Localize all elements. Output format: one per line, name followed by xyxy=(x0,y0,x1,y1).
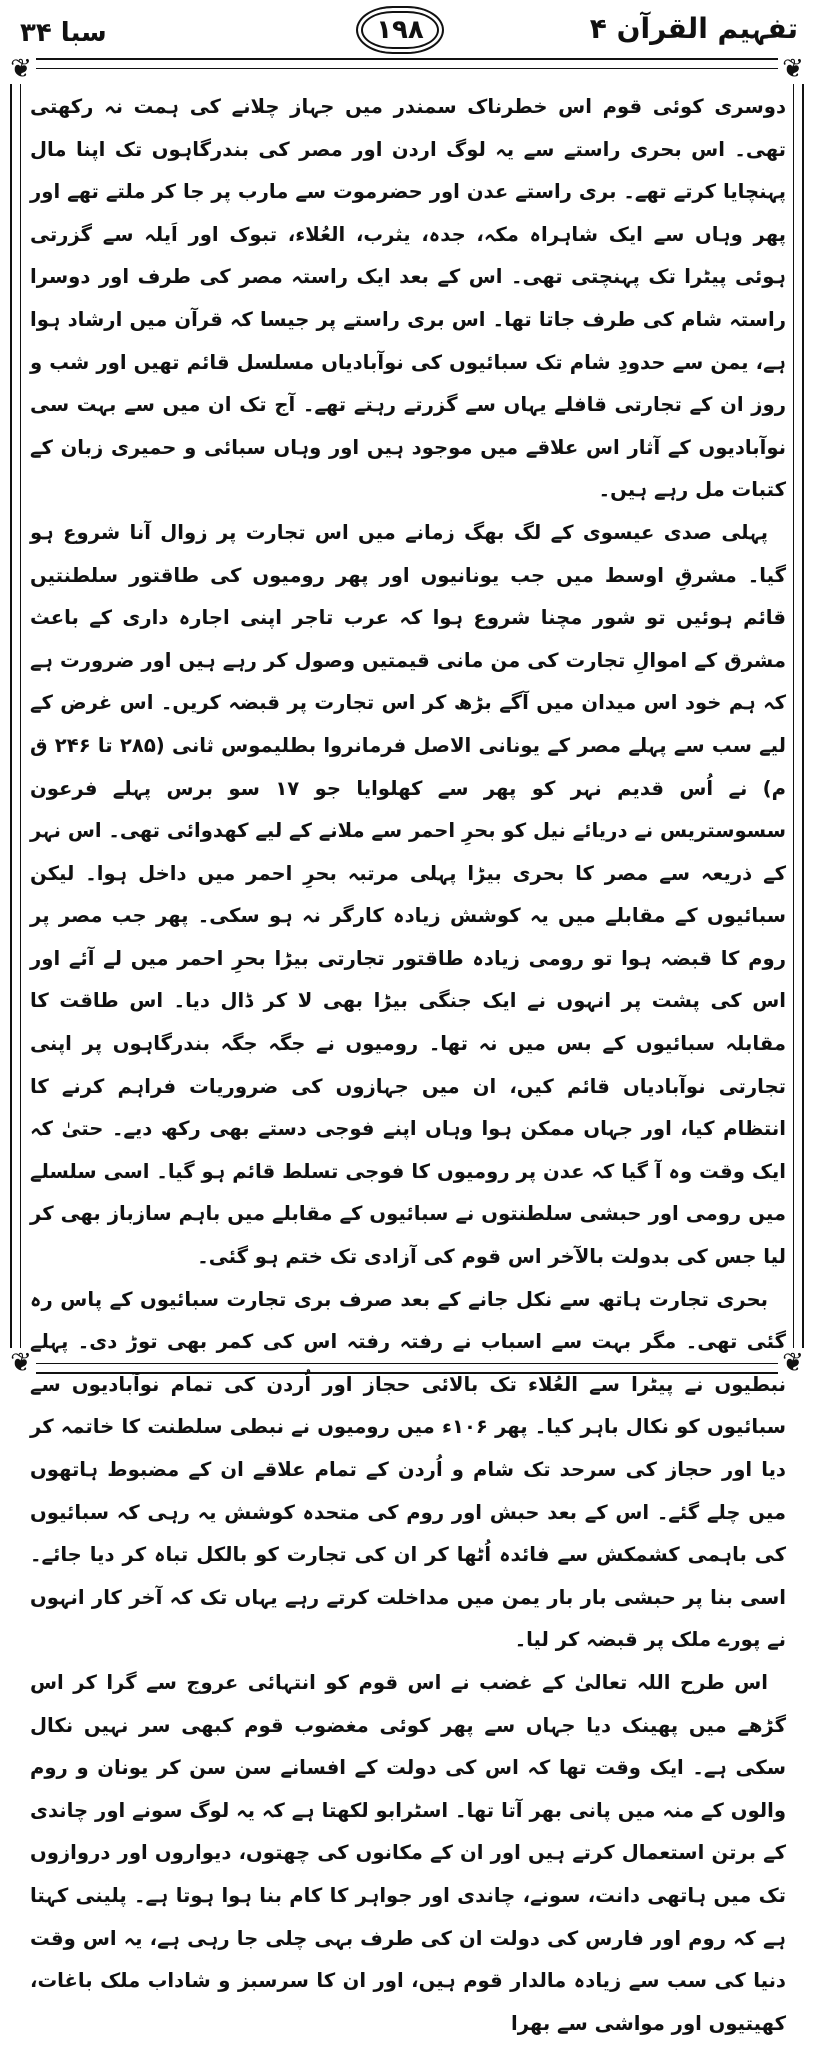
surah-reference: سبا ۳۴ xyxy=(20,18,107,48)
corner-ornament-icon: ❦ xyxy=(778,54,808,84)
corner-ornament-icon: ❦ xyxy=(6,1348,36,1378)
page-number-badge xyxy=(356,6,444,54)
page-header xyxy=(0,0,816,60)
page-number: ۱۹۸ xyxy=(376,15,424,45)
paragraph-2: پہلی صدی عیسوی کے لگ بھگ زمانے میں اس تجارت پر زوال آنا شروع ہو گیا۔ مشرقِ اوسط میں جب یونانیوں اور پھر رومیوں کی طاقتور سلطنتیں قائم ہوئیں تو شور مچنا شروع ہوا کہ عرب تاجر اپنی اجارہ داری کے باعث مشرق کے اموالِ تجارت کی من مانی قیمتیں وصول کر رہے ہیں اور ضرورت ہے کہ ہم خود اس میدان میں آگے بڑھ کر اس تجارت پر قبضہ کریں۔ اس غرض کے لیے سب سے پہلے مصر کے یونانی الاصل فرمانروا بطلیموس ثانی (۲۸۵ تا ۲۴۶ ق م) نے اُس قدیم نہر کو پھر سے کھلوایا جو ۱۷ سو برس پہلے فرعون سسوستریس نے دریائے نیل کو بحرِ احمر سے ملانے کے لیے کھدوائی تھی۔ اس نہر کے ذریعہ سے مصر کا بحری بیڑا پہلی مرتبہ بحرِ احمر میں داخل ہوا۔ لیکن سبائیوں کے مقابلے میں یہ کوشش زیادہ کارگر نہ ہو سکی۔ پھر جب مصر پر روم کا قبضہ ہوا تو رومی زیادہ طاقتور تجارتی بیڑا بحرِ احمر میں لے آئے اور اس کی پشت پر انہوں نے ایک جنگی بیڑا بھی لا کر ڈال دیا۔ اس طاقت کا مقابلہ سبائیوں کے بس میں نہ تھا۔ رومیوں نے جگہ جگہ بندرگاہوں پر اپنی تجارتی نوآبادیاں قائم کیں، ان میں جہازوں کی ضروریات فراہم کرنے کا انتظام کیا، اور جہاں ممکن ہوا وہاں اپنے فوجی دستے بھی رکھ دیے۔ حتیٰ کہ ایک وقت وہ آ گیا کہ عدن پر رومیوں کا فوجی تسلط قائم ہو گیا۔ اسی سلسلے میں رومی اور حبشی سلطنتوں نے سبائیوں کے مقابلے میں باہم سازباز بھی کر لیا جس کی بدولت بالآخر اس قوم کی آزادی تک ختم ہو گئی۔ xyxy=(30,520,786,1269)
book-title: تفہیم القرآن ۴ xyxy=(589,12,798,45)
paragraph-4: اس طرح اللہ تعالیٰ کے غضب نے اس قوم کو انتہائی عروج سے گرا کر اس گڑھے میں پھینک دیا جہاں سے پھر کوئی مغضوب قوم کبھی سر نہیں نکال سکی ہے۔ ایک وقت تھا کہ اس کی دولت کے افسانے سن سن کر یونان و روم والوں کے منہ میں پانی بھر آتا تھا۔ اسٹرابو لکھتا ہے کہ یہ لوگ سونے اور چاندی کے برتن استعمال کرتے ہیں اور ان کے مکانوں کی چھتوں، دیواروں اور دروازوں تک میں ہاتھی دانت، سونے، چاندی اور جواہر کا کام بنا ہوا ہوتا ہے۔ پلینی کہتا ہے کہ روم اور فارس کی دولت ان کی طرف بہی چلی جا رہی ہے، یہ اس وقت دنیا کی سب سے زیادہ مالدار قوم ہیں، اور ان کا سرسبز و شاداب ملک باغات، کھیتیوں اور مواشی سے بھرا xyxy=(30,1670,786,2035)
paragraph-3: بحری تجارت ہاتھ سے نکل جانے کے بعد صرف بری تجارت سبائیوں کے پاس رہ گئی تھی۔ مگر بہت سے اسباب نے رفتہ رفتہ اس کی کمر بھی توڑ دی۔ پہلے نبطیوں نے پیٹرا سے العُلاء تک بالائی حجاز اور اُردن کی تمام نوآبادیوں سے سبائیوں کو نکال باہر کیا۔ پھر ۱۰۶ء میں رومیوں نے نبطی سلطنت کا خاتمہ کر دیا اور حجاز کی سرحد تک شام و اُردن کے تمام علاقے ان کے مضبوط ہاتھوں میں چلے گئے۔ اس کے بعد حبش اور روم کی متحدہ کوشش یہ رہی کہ سبائیوں کی باہمی کشمکش سے فائدہ اُٹھا کر ان کی تجارت کو بالکل تباہ کر دیا جائے۔ اسی بنا پر حبشی بار بار یمن میں مداخلت کرتے رہے یہاں تک کہ آخر کار انہوں نے پورے ملک پر قبضہ کر لیا۔ xyxy=(30,1287,786,1652)
body-text xyxy=(30,86,786,2035)
corner-ornament-icon: ❦ xyxy=(6,54,36,84)
paragraph-1: دوسری کوئی قوم اس خطرناک سمندر میں جہاز چلانے کی ہمت نہ رکھتی تھی۔ اس بحری راستے سے یہ لوگ اردن اور مصر کی بندرگاہوں تک اپنا مال پہنچایا کرتے تھے۔ بری راستے عدن اور حضرموت سے مارب پر جا کر ملتے تھے اور پھر وہاں سے ایک شاہراہ مکہ، جدہ، یثرب، العُلاء، تبوک اور اَیلہ سے گزرتی ہوئی پیٹرا تک پہنچتی تھی۔ اس کے بعد ایک راستہ مصر کی طرف اور دوسرا راستہ شام کی طرف جاتا تھا۔ اس بری راستے پر جیسا کہ قرآن میں ارشاد ہوا ہے، یمن سے حدودِ شام تک سبائیوں کی نوآبادیاں مسلسل قائم تھیں اور شب و روز ان کے تجارتی قافلے یہاں سے گزرتے رہتے تھے۔ آج تک ان میں سے بہت سی نوآبادیوں کے آثار اس علاقے میں موجود ہیں اور وہاں سبائی و حمیری زبان کے کتبات مل رہے ہیں۔ xyxy=(30,95,786,502)
corner-ornament-icon: ❦ xyxy=(778,1348,808,1378)
